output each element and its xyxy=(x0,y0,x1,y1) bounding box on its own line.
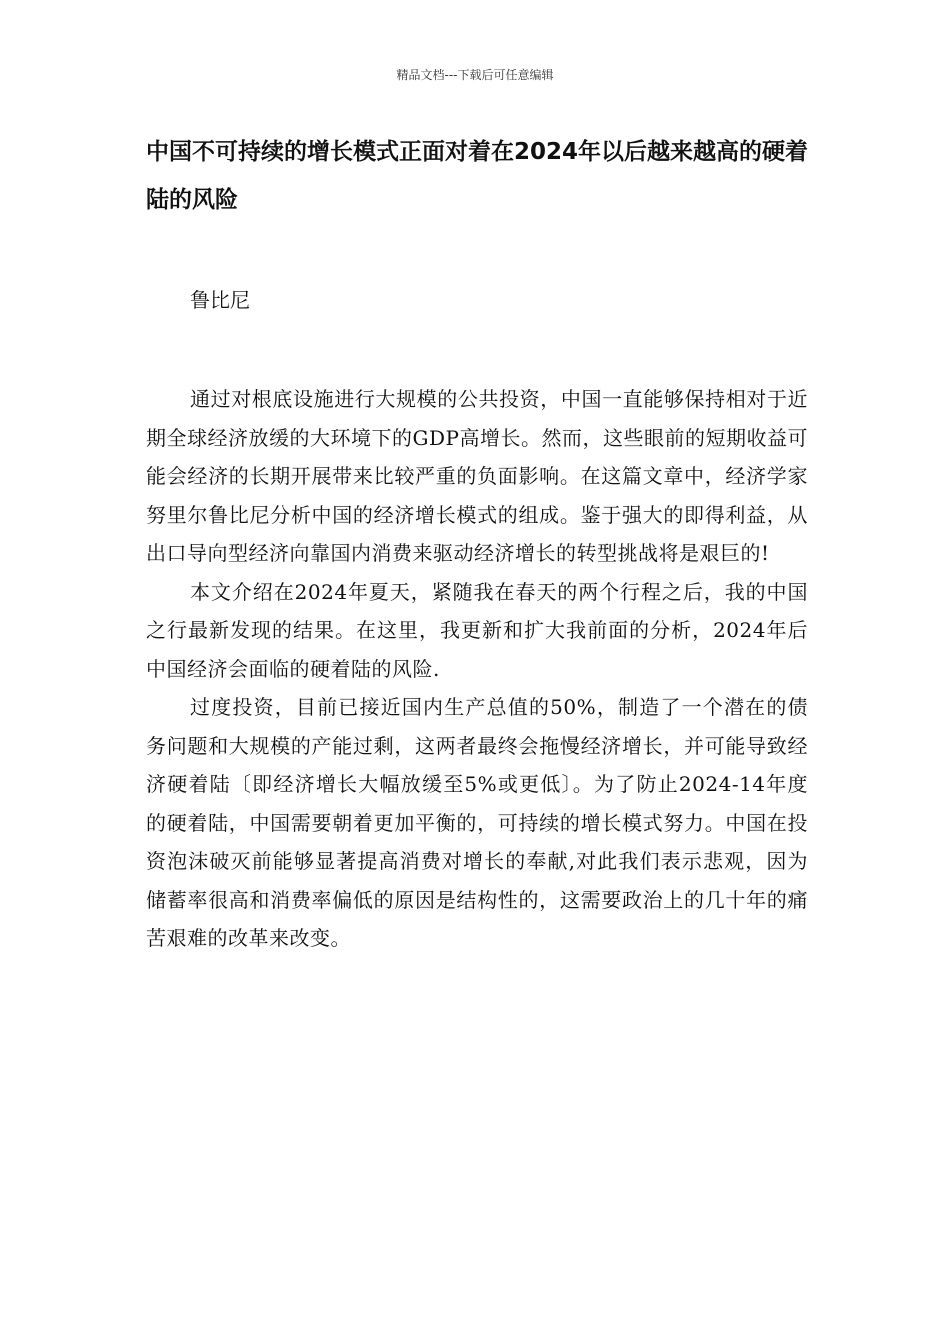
header-note: 精品文档---下载后可任意编辑 xyxy=(396,68,554,82)
paragraph: 过度投资，目前已接近国内生产总值的50%，制造了一个潜在的债务问题和大规模的产能过剩，这两者最终会拖慢经济增长，并可能导致经济硬着陆〔即经济增长大幅放缓至5%或更低〕。为了防止2024-14年度的硬着陆，中国需要朝着更加平衡的，可持续的增长模式努力。中国在投资泡沫破灭前能够显著提高消费对增长的奉献,对此我们表示悲观，因为储蓄率很高和消费率偏低的原因是结构性的，这需要政治上的几十年的痛苦艰难的改革来改变。 xyxy=(146,695,808,950)
author-name: 鲁比尼 xyxy=(190,288,250,312)
article-body xyxy=(146,380,808,958)
document-title: 中国不可持续的增长模式正面对着在2024年以后越来越高的硬着陆的风险 xyxy=(146,139,809,213)
paragraph: 本文介绍在2024年夏天，紧随我在春天的两个行程之后，我的中国之行最新发现的结果。在这里，我更新和扩大我前面的分析，2024年后中国经济会面临的硬着陆的风险. xyxy=(146,579,808,681)
paragraph: 通过对根底设施进行大规模的公共投资，中国一直能够保持相对于近期全球经济放缓的大环境下的GDP高增长。然而，这些眼前的短期收益可能会经济的长期开展带来比较严重的负面影响。在这篇文章中，经济学家努里尔鲁比尼分析中国的经济增长模式的组成。鉴于强大的即得利益，从出口导向型经济向靠国内消费来驱动经济增长的转型挑战将是艰巨的! xyxy=(146,387,808,565)
